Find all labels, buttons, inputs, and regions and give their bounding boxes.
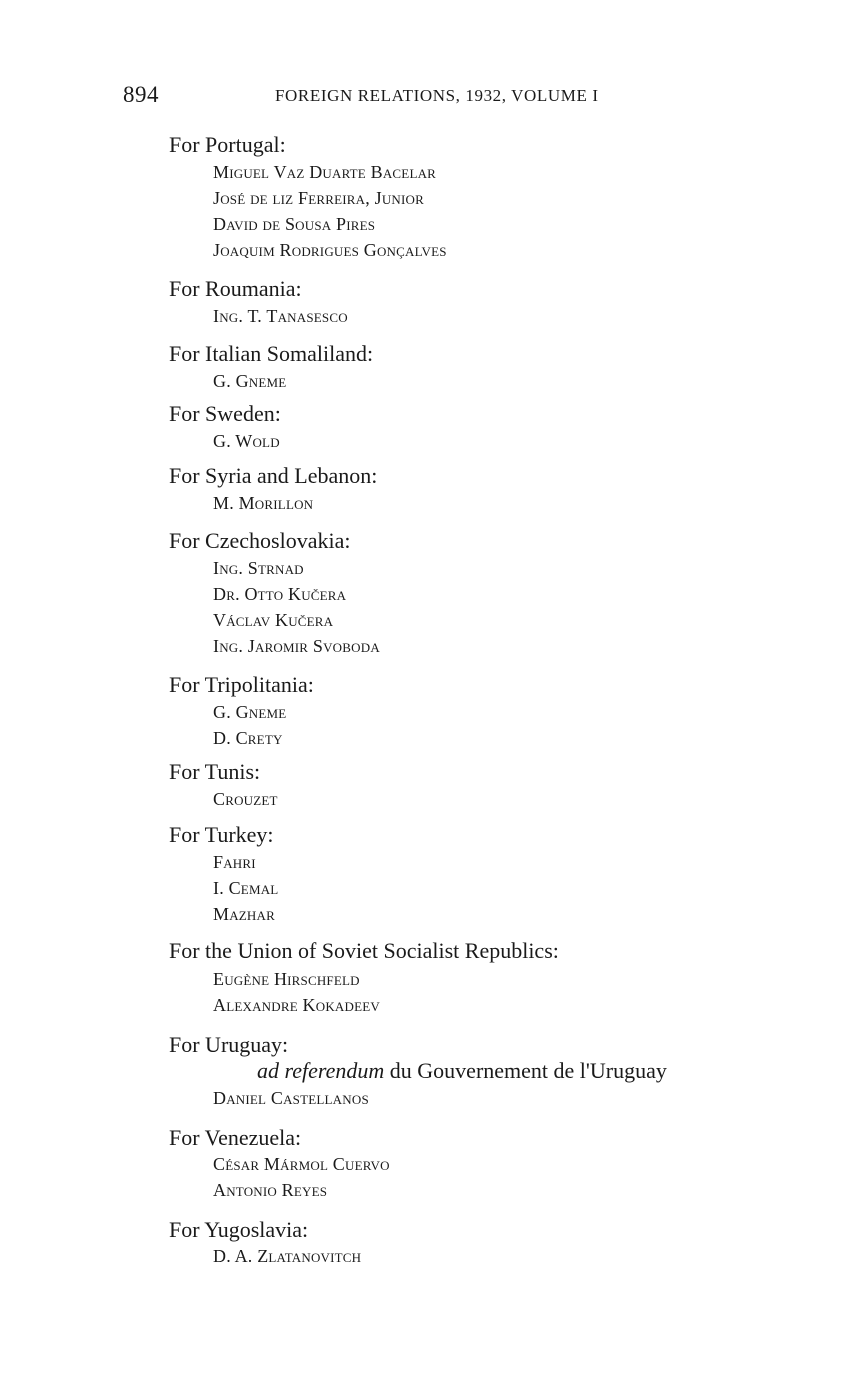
country-heading: For Tunis: [169, 759, 261, 784]
country-heading: For Portugal: [169, 132, 286, 157]
signatory-name: Ing. Jaromir Svoboda [213, 636, 380, 656]
signatory-name: D. Crety [213, 728, 283, 748]
reservation-note-italic: ad referendum [257, 1058, 385, 1083]
running-title: FOREIGN RELATIONS, 1932, VOLUME I [275, 86, 599, 105]
signatory-name: G. Wold [213, 431, 280, 451]
signatory-name: Miguel Vaz Duarte Bacelar [213, 162, 437, 182]
signatory-name: D. A. Zlatanovitch [213, 1246, 362, 1266]
signatory-name: Mazhar [213, 904, 275, 924]
signatory-name: Eugène Hirschfeld [213, 969, 360, 989]
country-heading: For Sweden: [169, 401, 281, 426]
signatory-name: José de liz Ferreira, Junior [213, 188, 424, 208]
country-heading: For Roumania: [169, 276, 302, 301]
signatory-name: Ing. Strnad [213, 558, 304, 578]
country-heading: For Syria and Lebanon: [169, 463, 378, 488]
reservation-note-text: du Gouvernement de l'Uruguay [384, 1058, 667, 1083]
country-heading: For Venezuela: [169, 1125, 302, 1150]
signatory-name: Daniel Castellanos [213, 1088, 369, 1108]
signatory-name: Fahri [213, 852, 256, 872]
signatory-name: Joaquim Rodrigues Gonçalves [213, 240, 447, 260]
country-heading: For Czechoslovakia: [169, 528, 351, 553]
reservation-note [257, 1058, 667, 1084]
signatory-name: Antonio Reyes [213, 1180, 328, 1200]
signatory-name: I. Cemal [213, 878, 279, 898]
signatory-name: David de Sousa Pires [213, 214, 376, 234]
country-heading: For Yugoslavia: [169, 1217, 309, 1242]
signatory-name: G. Gneme [213, 371, 287, 391]
country-heading: For the Union of Soviet Socialist Republics: [169, 938, 559, 963]
signatory-name: Ing. T. Tanasesco [213, 306, 348, 326]
signatory-name: Dr. Otto Kučera [213, 584, 347, 604]
signatory-name: César Mármol Cuervo [213, 1154, 390, 1174]
country-heading: For Tripolitania: [169, 672, 314, 697]
signatory-name: Alexandre Kokadeev [213, 995, 380, 1015]
signatory-name: Václav Kučera [213, 610, 334, 630]
signatory-name: M. Morillon [213, 493, 314, 513]
signatory-name: G. Gneme [213, 702, 287, 722]
country-heading: For Italian Somaliland: [169, 341, 374, 366]
signatory-name: Crouzet [213, 789, 278, 809]
page-number: 894 [123, 82, 159, 107]
country-heading: For Turkey: [169, 822, 274, 847]
country-heading: For Uruguay: [169, 1032, 289, 1057]
